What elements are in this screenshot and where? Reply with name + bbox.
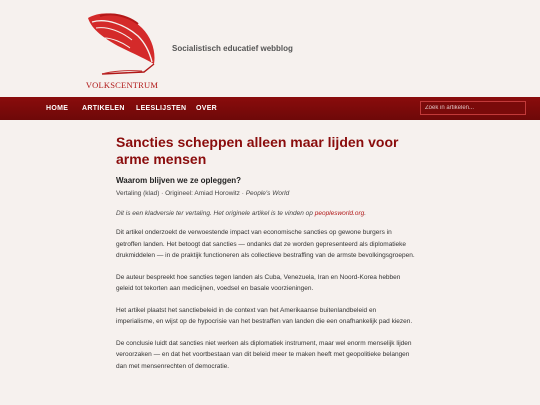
nav-leeslijsten[interactable]: LEESLIJSTEN — [136, 105, 187, 112]
note-text: Dit is een kladversie ter vertaling. Het originele artikel is te vinden op — [116, 210, 315, 217]
site-tagline: Socialistisch educatief webblog — [172, 44, 293, 53]
article-paragraph: De conclusie luidt dat sancties niet werken als diplomatiek instrument, maar wel enorm menselijk lijden veroorzaken — en dat het voortbestaan van dit beleid meer te maken heeft met geopolitieke belangen dan met mensenrechten of democratie. — [116, 339, 412, 370]
logo-text: VOLKSCENTRUM — [85, 80, 159, 90]
site-header — [0, 0, 540, 97]
nav-home[interactable]: HOME — [46, 105, 69, 112]
site-logo[interactable] — [82, 8, 162, 92]
meta-credits: Vertaling (klad) · Origineel: Amiad Horowitz · — [116, 190, 246, 197]
article-paragraph: Dit artikel onderzoekt de verwoestende impact van economische sancties op gewone burgers in getroffen landen. Het betoogt dat sancties — ondanks dat ze worden gepresenteerd als diplomatieke drukmiddelen — in de praktijk functioneren als collectieve bestraffing van de armste bevolkingsgroepen. — [116, 229, 415, 259]
nav-artikelen[interactable]: ARTIKELEN — [82, 105, 125, 112]
search-input[interactable] — [420, 101, 526, 115]
nav-over[interactable]: OVER — [196, 105, 218, 112]
article-meta — [116, 190, 416, 197]
article-title: Sancties scheppen alleen maar lijden voor arme mensen — [116, 134, 399, 167]
article — [116, 134, 416, 372]
source-link[interactable]: peoplesworld.org — [314, 210, 365, 217]
quill-icon — [82, 8, 162, 80]
article-paragraph: De auteur bespreekt hoe sancties tegen landen als Cuba, Venezuela, Iran en Noord-Korea hebben geleid tot tekorten aan medicijnen, voedsel en basale voorzieningen. — [116, 273, 401, 292]
meta-source: People's World — [245, 190, 290, 197]
main-nav — [0, 97, 540, 120]
article-paragraph: Het artikel plaatst het sanctiebeleid in de context van het Amerikaanse buitenlandbeleid en imperialisme, en wijst op de hypocrisie van het bestraffen van landen die een onafhankelijk pad kiezen. — [116, 306, 413, 325]
draft-note — [116, 210, 416, 217]
article-subtitle: Waarom blijven we ze opleggen? — [116, 176, 242, 185]
note-end: . — [364, 210, 367, 217]
